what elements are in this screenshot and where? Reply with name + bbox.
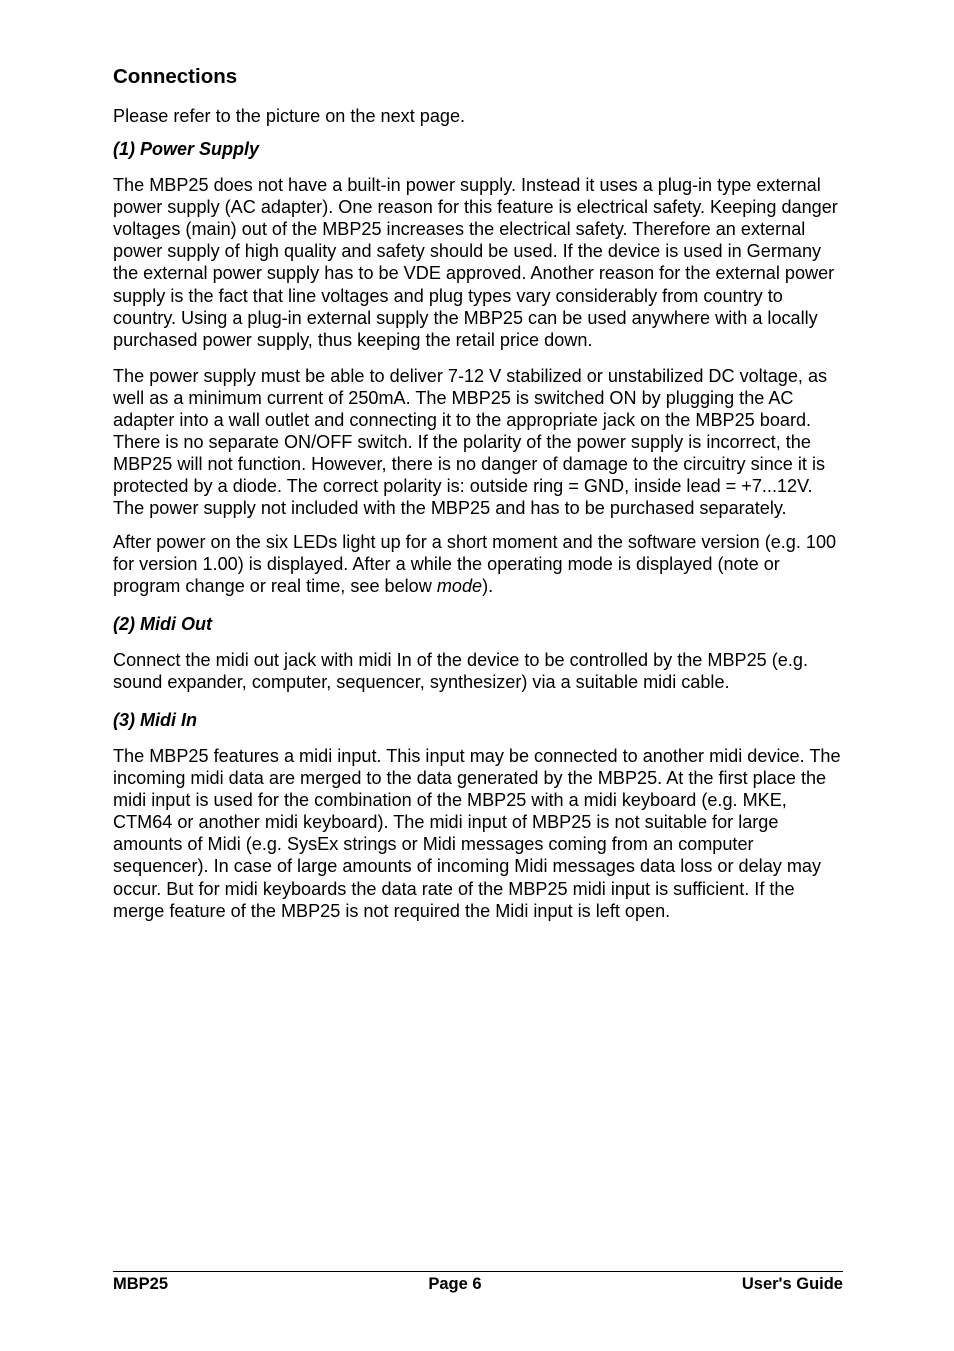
section-power-supply xyxy=(113,138,843,597)
paragraph: The MBP25 does not have a built-in power supply. Instead it uses a plug-in type external power supply (AC adapter). One reason for this feature is electrical safety. Keeping danger voltages (main) out of the MBP25 increases the electrical safety. Therefore an external power supply of high quality and safety should be used. If the device is used in Germany the external power supply has to be VDE approved. Another reason for the external power supply is the fact that line voltages and plug types vary considerably from country to country. Using a plug-in external supply the MBP25 can be used anywhere with a locally purchased power supply, thus keeping the retail price down. xyxy=(113,175,838,350)
paragraph: Connect the midi out jack with midi In of the device to be controlled by the MBP25 (e.g. sound expander, computer, sequencer, synthesizer) via a suitable midi cable. xyxy=(113,649,808,692)
section-heading: (2) Midi Out xyxy=(113,613,212,634)
paragraph-text: ). xyxy=(482,575,494,596)
page-content xyxy=(113,64,843,933)
section-midi-in xyxy=(113,709,843,922)
paragraph-text: After power on the six LEDs light up for a short moment and the software version (e.g. 100 for version 1.00) is displayed. After a while the operating mode is displayed (note or program change or real time, see below xyxy=(113,531,837,596)
section-heading: (3) Midi In xyxy=(113,709,197,730)
section-heading: (1) Power Supply xyxy=(113,139,260,160)
paragraph xyxy=(113,531,843,597)
italic-term: mode xyxy=(436,575,483,596)
footer-guide-title: User's Guide xyxy=(741,1275,843,1293)
page-footer xyxy=(113,1271,843,1294)
page-title: Connections xyxy=(113,65,238,88)
intro-paragraph: Please refer to the picture on the next page. xyxy=(113,106,466,126)
section-midi-out xyxy=(113,613,843,693)
paragraph: The power supply must be able to deliver 7-12 V stabilized or unstabilized DC voltage, as well as a minimum current of 250mA. The MBP25 is switched ON by plugging the AC adapter into a wall outlet and connecting it to the appropriate jack on the MBP25 board. There is no separate ON/OFF switch. If the polarity of the power supply is incorrect, the MBP25 will not function. However, there is no danger of damage to the circuitry since it is protected by a diode. The correct polarity is: outside ring = GND, inside lead = +7...12V. The power supply not included with the MBP25 and has to be purchased separately. xyxy=(113,365,828,519)
footer-product: MBP25 xyxy=(113,1275,169,1293)
footer-page-number: Page 6 xyxy=(428,1275,482,1293)
paragraph: The MBP25 features a midi input. This input may be connected to another midi device. The incoming midi data are merged to the data generated by the MBP25. At the first place the midi input is used for the combination of the MBP25 with a midi keyboard (e.g. MKE, CTM64 or another midi keyboard). The midi input of MBP25 is not suitable for large amounts of Midi (e.g. SysEx strings or Midi messages coming from an computer sequencer). In case of large amounts of incoming Midi messages data loss or delay may occur. But for midi keyboards the data rate of the MBP25 midi input is sufficient. If the merge feature of the MBP25 is not required the Midi input is left open. xyxy=(113,745,841,921)
